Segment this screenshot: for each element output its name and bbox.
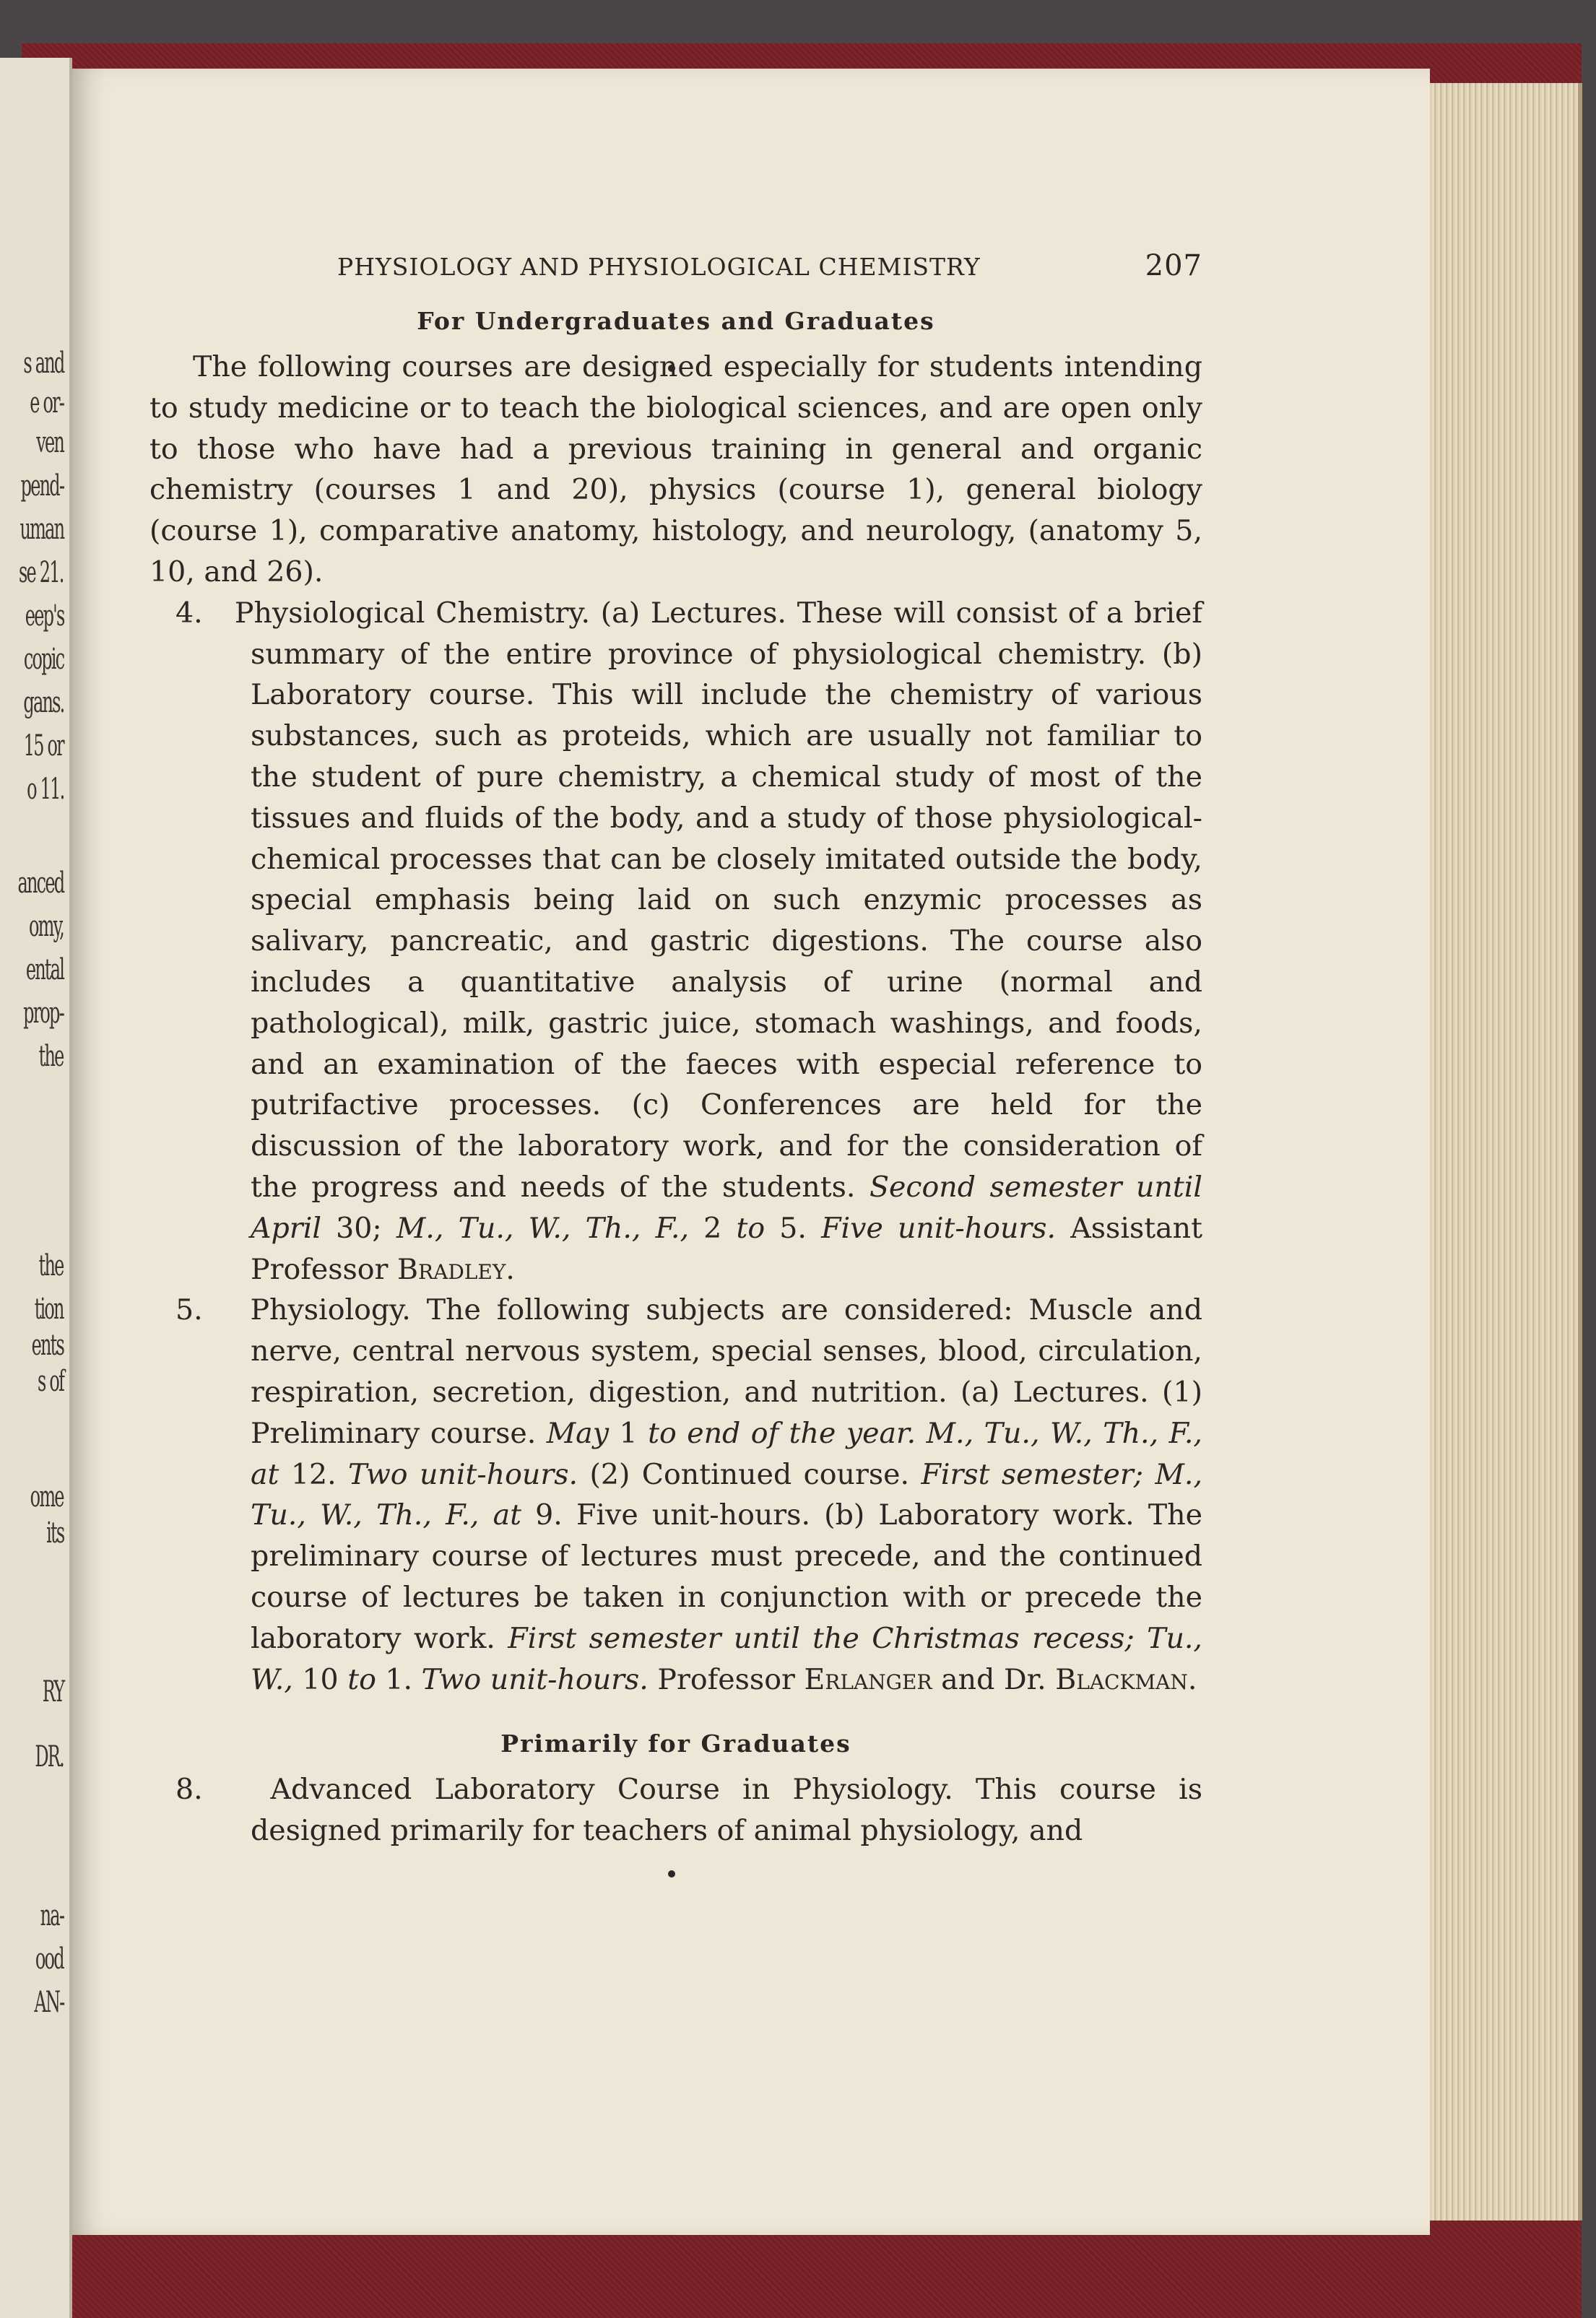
- left-page-text-fragment: ome: [30, 1480, 64, 1514]
- left-page-text-fragment: ents: [31, 1329, 64, 1362]
- schedule-day: 30;: [336, 1211, 382, 1245]
- intro-paragraph: The following courses are designed especially for students intending to study medicine or to teach the biological sciences, and are open only to those who have had a previous training in general and organic chemistry (courses 1 and 20), physics (course 1), general biology (course 1), comparative anatomy, histology, and neurology, (anatomy 5, 10, and 26).: [149, 350, 1202, 589]
- schedule-days: M., Tu., W., Th., F.,: [396, 1211, 689, 1245]
- instructor-name: Blackman.: [1055, 1662, 1197, 1696]
- section-heading: For Undergraduates and Graduates: [417, 307, 935, 335]
- running-head: [337, 246, 1202, 296]
- schedule-term: to end of the year. M., Tu., W., Th., F., at: [251, 1416, 1202, 1491]
- left-page-text-fragment: the: [39, 1040, 64, 1073]
- left-page-text-fragment: eep's: [25, 599, 64, 633]
- left-page-text-fragment: prop-: [23, 997, 64, 1030]
- schedule-end: 5.: [779, 1211, 807, 1245]
- schedule-to: to: [736, 1211, 766, 1245]
- course-description: Physiological Chemistry. (a) Lectures. These will consist of a brief summary of the entire province of physiological chemistry. (b) Laboratory course. This will include the chemistry of various substances, such as proteids, which are usually not familiar to the student of pure chemistry, a chemical study of most of the tissues and fluids of the body, and a study of those physiological-chemical processes that can be closely imitated outside the body, special emphasis being laid on such enzymic processes as salivary, pancreatic, and gastric digestions. The course also includes a quantitative analysis of urine (normal and pathological), milk, gastric juice, stomach washings, and foods, and an examination of the faeces with especial reference to putrifactive processes. (c) Conferences are held for the discussion of the laboratory work, and for the consideration of the progress and needs of the students.: [234, 596, 1202, 1204]
- ink-speck: [668, 1870, 675, 1878]
- course-description: Five unit-hours. (b) Laboratory work. The preliminary course of lectures must precede, and the continued course of lectures be taken in conjunction with or precede the laboratory work.: [251, 1498, 1202, 1655]
- left-page-text-fragment: o 11.: [26, 773, 64, 806]
- left-page-text-fragment: se 21.: [19, 556, 64, 589]
- section-heading: Primarily for Graduates: [500, 1729, 851, 1758]
- schedule-number: 12.: [290, 1457, 337, 1491]
- page-number: 207: [1145, 249, 1202, 282]
- instructor-conjunction: and Dr.: [941, 1662, 1046, 1696]
- course-entry-8: [149, 1769, 1202, 1852]
- course-number: 5.: [175, 1293, 203, 1327]
- schedule-term: First semester; M., Tu., W., Th., F., at: [251, 1457, 1203, 1532]
- left-page-text-fragment: RY: [42, 1675, 64, 1709]
- left-page-text-fragment: 15 or: [23, 729, 64, 763]
- unit-hours: Five unit-hours.: [821, 1211, 1057, 1245]
- left-page-text-fragment: na-: [40, 1899, 64, 1932]
- schedule-term: First semester until the Christmas recess; Tu., W.,: [251, 1621, 1202, 1696]
- page-text: [149, 246, 1202, 1852]
- left-page-text-fragment: AN-: [33, 1986, 64, 2019]
- schedule-number: 10: [302, 1662, 339, 1696]
- unit-hours: Two unit-hours.: [421, 1662, 649, 1696]
- left-page-text-fragment: anced: [17, 867, 64, 900]
- instructor-name: Bradley.: [397, 1252, 515, 1286]
- page-fore-edge: [1426, 83, 1582, 2221]
- running-head-title: PHYSIOLOGY AND PHYSIOLOGICAL CHEMISTRY: [337, 253, 981, 281]
- left-page-text-fragment: s of: [37, 1365, 64, 1398]
- left-page-text-fragment: gans.: [22, 686, 64, 719]
- course-part-label: (2) Continued course.: [589, 1457, 910, 1491]
- left-page-text-fragment: e or-: [30, 386, 64, 420]
- left-page-text-fragment: tion: [34, 1293, 64, 1326]
- schedule-number: 1.: [385, 1662, 413, 1696]
- left-page-text-fragment: pend-: [20, 469, 64, 503]
- left-page-text-fragment: ven: [36, 426, 64, 459]
- schedule-time: 2: [703, 1211, 722, 1245]
- left-page-text-fragment: the: [39, 1249, 64, 1282]
- instructor-title: Assistant Professor: [251, 1211, 1202, 1286]
- left-page-text-fragment: copic: [23, 643, 64, 676]
- left-page-text-fragment: s and: [22, 347, 64, 380]
- instructor-title: Professor: [657, 1662, 795, 1696]
- instructor-name: Erlanger: [804, 1662, 932, 1696]
- left-page-edge: [0, 58, 72, 2318]
- course-description: Physiology. The following subjects are considered: Muscle and nerve, central nervous system, special senses, blood, circulation, respiration, secretion, digestion, and nutrition. (a) Lectures. (1) Preliminary course.: [250, 1293, 1203, 1450]
- left-page-text-fragment: ood: [35, 1942, 64, 1976]
- left-page-text-fragment: DR.: [35, 1740, 64, 1774]
- left-page-text-fragment: its: [45, 1516, 64, 1550]
- course-number: 4.: [175, 596, 203, 630]
- course-number: 8.: [175, 1773, 203, 1807]
- left-page-text-fragment: uman: [19, 513, 64, 546]
- schedule-number: 9.: [535, 1498, 563, 1532]
- course-description: Advanced Laboratory Course in Physiology. This course is designed primarily for teachers of animal physiology, and: [251, 1773, 1202, 1848]
- course-entry-4: [149, 593, 1202, 1290]
- left-page-text-fragment: ental: [25, 953, 64, 986]
- course-entry-5: [149, 1290, 1202, 1700]
- schedule-term: May: [546, 1416, 610, 1450]
- unit-hours: Two unit-hours.: [348, 1457, 578, 1491]
- schedule-number: 1: [619, 1416, 638, 1450]
- schedule-term: Second semester until April: [251, 1170, 1202, 1245]
- left-page-text-fragment: omy,: [28, 910, 64, 943]
- schedule-to: to: [347, 1662, 376, 1696]
